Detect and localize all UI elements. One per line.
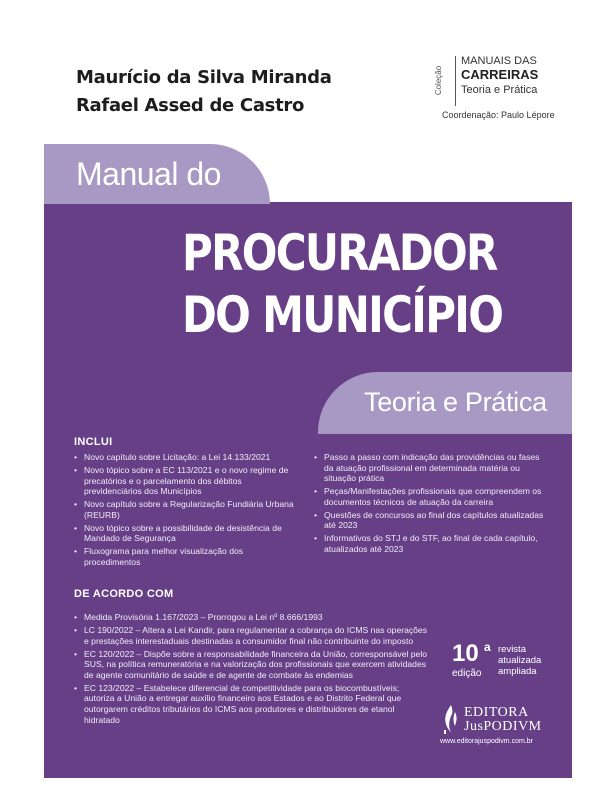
publisher-logo	[440, 702, 565, 750]
title-pre: Manual do	[76, 156, 221, 192]
title-line-2: DO MUNICÍPIO	[182, 286, 503, 344]
list-item: • Novo capítulo sobre Licitação: a Lei 14.133/2021	[74, 452, 300, 463]
inclui-left-list	[74, 452, 300, 570]
list-item: • Novo tópico sobre a EC 113/2021 e o novo regime de precatórios e o parcelamento dos débitos previdenciários dos Municípios	[74, 465, 300, 497]
edition-word: edição	[452, 668, 482, 679]
list-item: • Informativos do STJ e do STF, ao final de cada capítulo, atualizados até 2023	[314, 533, 546, 554]
subtitle-tab	[318, 372, 572, 434]
list-item: • Fluxograma para melhor visualização dos procedimentos	[74, 546, 300, 567]
subtitle: Teoria e Prática	[364, 387, 547, 417]
edition-ordinal: a	[484, 640, 491, 654]
author-1: Maurício da Silva Miranda	[76, 67, 332, 88]
publisher-flame-icon	[440, 704, 462, 734]
inclui-heading: INCLUI	[74, 436, 113, 448]
authors	[76, 64, 332, 120]
list-item: • EC 123/2022 – Estabelece diferencial de competitividade para os biocombustíveis; autoriza a União a entregar auxílio financeiro aos Estados e ao Distrito Federal que outorgarem créditos tributários do ICMS aos produtores e distribuidores de etanol hidratado	[74, 683, 432, 725]
publisher-name: EDITORA JusPODIVM	[464, 705, 542, 734]
collection-badge	[434, 54, 580, 124]
publisher-url: www.editorajuspodivm.com.br	[440, 738, 533, 745]
title-pre-tab	[44, 144, 270, 204]
title-line-1: PROCURADOR	[182, 224, 497, 282]
collection-coordination: Coordenação: Paulo Lépore	[442, 110, 555, 120]
edition-notes: revista atualizada ampliada	[498, 644, 542, 677]
book-title	[182, 222, 502, 346]
edition-badge	[452, 640, 562, 686]
list-item: • Peças/Manifestações profissionais que compreendem os documentos técnicos de atuação da carreira	[314, 486, 546, 507]
acordo-list	[74, 612, 432, 728]
collection-name: MANUAIS DAS CARREIRAS Teoria e Prática	[461, 55, 539, 96]
list-item: • Medida Provisória 1.167/2023 – Prorrogou a Lei nº 8.666/1993	[74, 612, 432, 623]
list-item: • Novo tópico sobre a possibilidade de desistência de Mandado de Segurança	[74, 523, 300, 544]
author-2: Rafael Assed de Castro	[76, 95, 305, 116]
list-item: • Novo capítulo sobre a Regularização Fundiária Urbana (REURB)	[74, 499, 300, 520]
edition-number: 10	[452, 640, 479, 667]
collection-divider	[455, 56, 456, 106]
list-item: • EC 120/2022 – Dispõe sobre a responsabilidade financeira da União, corresponsável pelo SUS, na política remuneratória e na valorização dos profissionais que exercem atividades de agente comunitário de saúde e de agente de combate às endemias	[74, 649, 432, 681]
collection-prefix: Coleção	[434, 65, 444, 96]
acordo-heading: DE ACORDO COM	[74, 588, 174, 600]
list-item: • LC 190/2022 – Altera a Lei Kandir, para regulamentar a cobrança do ICMS nas operações e prestações interestaduais destinadas a consumidor final não contribuinte do imposto	[74, 625, 432, 646]
list-item: • Questões de concursos ao final dos capítulos atualizadas até 2023	[314, 510, 546, 531]
list-item: • Passo a passo com indicação das providências ou fases da atuação profissional em determinada matéria ou situação prática	[314, 452, 546, 484]
inclui-right-list	[314, 452, 546, 557]
